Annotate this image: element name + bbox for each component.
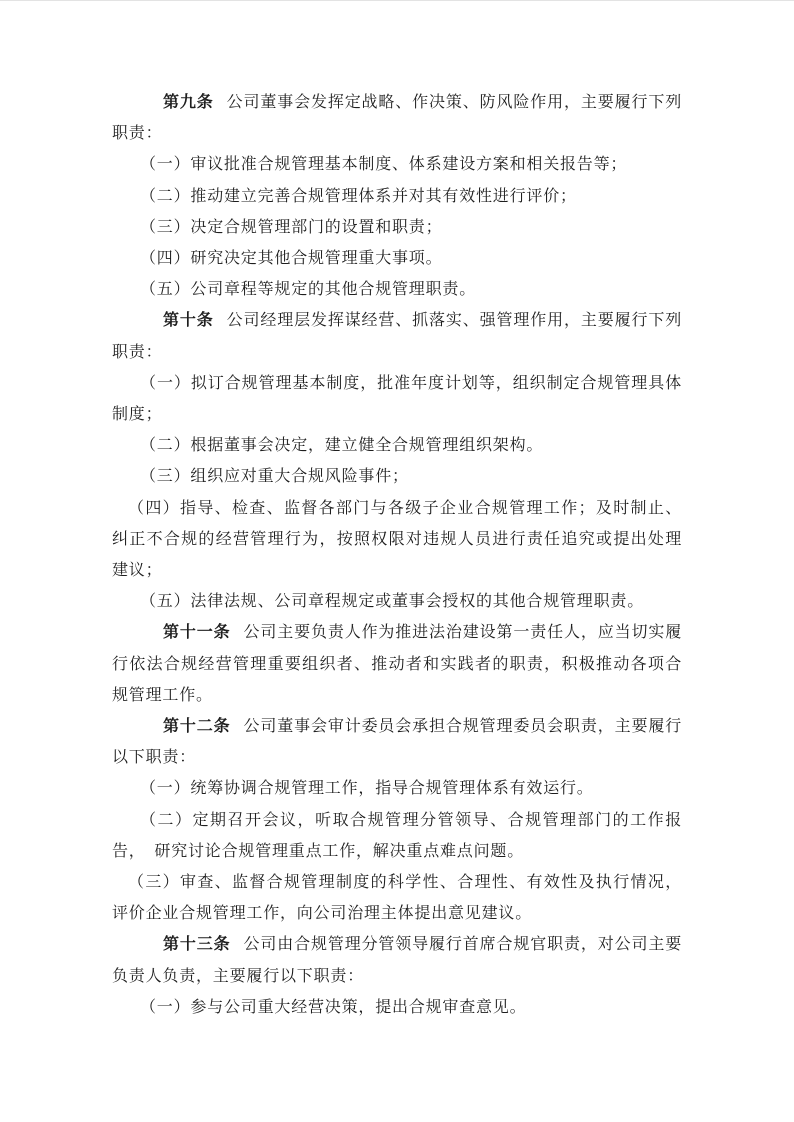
article-12-item-1: （一）统筹协调合规管理工作，指导合规管理体系有效运行。 bbox=[140, 780, 594, 798]
article-9-item-3: （三）决定合规管理部门的设置和职责； bbox=[140, 218, 443, 236]
article-11-number: 第十一条 bbox=[163, 624, 231, 642]
article-12-text: 公司董事会审计委员会承担合规管理委员会职责，主要履行以下职责： bbox=[112, 718, 682, 767]
article-10-text: 公司经理层发挥谋经营、抓落实、强管理作用，主要履行下列职责： bbox=[112, 312, 682, 361]
article-12-number: 第十二条 bbox=[163, 718, 231, 736]
article-9-item-4: （四）研究决定其他合规管理重大事项。 bbox=[140, 250, 443, 268]
article-12-item-3: （三）审查、监督合规管理制度的科学性、合理性、有效性及执行情况，评价企业合规管理工作，向公司治理主体提出意见建议。 bbox=[112, 874, 682, 923]
article-10-item-4: （四）指导、检查、监督各部门与各级子企业合规管理工作；及时制止、纠正不合规的经营管理行为，按照权限对违规人员进行责任追究或提出处理建议； bbox=[112, 499, 682, 580]
article-12-item-2: （二）定期召开会议，听取合规管理分管领导、合规管理部门的工作报告， 研究讨论合规管理重点工作，解决重点难点问题。 bbox=[112, 811, 682, 860]
article-13-number: 第十三条 bbox=[163, 936, 231, 954]
article-10-item-3: （三）组织应对重大合规风险事件； bbox=[140, 468, 409, 486]
article-13-item-1: （一）参与公司重大经营决策，提出合规审查意见。 bbox=[140, 998, 527, 1016]
article-10-item-1: （一）拟订合规管理基本制度，批准年度计划等，组织制定合规管理具体制度； bbox=[112, 374, 682, 424]
article-10 bbox=[112, 305, 682, 367]
article-10-item-5: （五）法律法规、公司章程规定或董事会授权的其他合规管理职责。 bbox=[140, 593, 645, 611]
article-9-number: 第九条 bbox=[163, 94, 214, 111]
article-9-text: 公司董事会发挥定战略、作决策、防风险作用，主要履行下列职责： bbox=[112, 94, 682, 143]
article-13-text: 公司由合规管理分管领导履行首席合规官职责，对公司主要负责人负责，主要履行以下职责： bbox=[112, 936, 682, 985]
article-10-item-2: （二）根据董事会决定，建立健全合规管理组织架构。 bbox=[140, 437, 544, 455]
article-11-text: 公司主要负责人作为推进法治建设第一责任人，应当切实履行依法合规经营管理重要组织者、推动者和实践者的职责，积极推动各项合规管理工作。 bbox=[112, 624, 682, 704]
article-12 bbox=[112, 711, 682, 773]
article-9-item-1: （一）审议批准合规管理基本制度、体系建设方案和相关报告等； bbox=[140, 156, 628, 174]
document-page bbox=[0, 1, 794, 1122]
article-10-number: 第十条 bbox=[163, 312, 214, 330]
article-9-item-5: （五）公司章程等规定的其他合规管理职责。 bbox=[140, 281, 477, 299]
article-11 bbox=[112, 617, 682, 711]
article-9-item-2: （二）推动建立完善合规管理体系并对其有效性进行评价； bbox=[140, 187, 577, 205]
article-13 bbox=[112, 929, 682, 991]
article-9 bbox=[112, 87, 682, 149]
